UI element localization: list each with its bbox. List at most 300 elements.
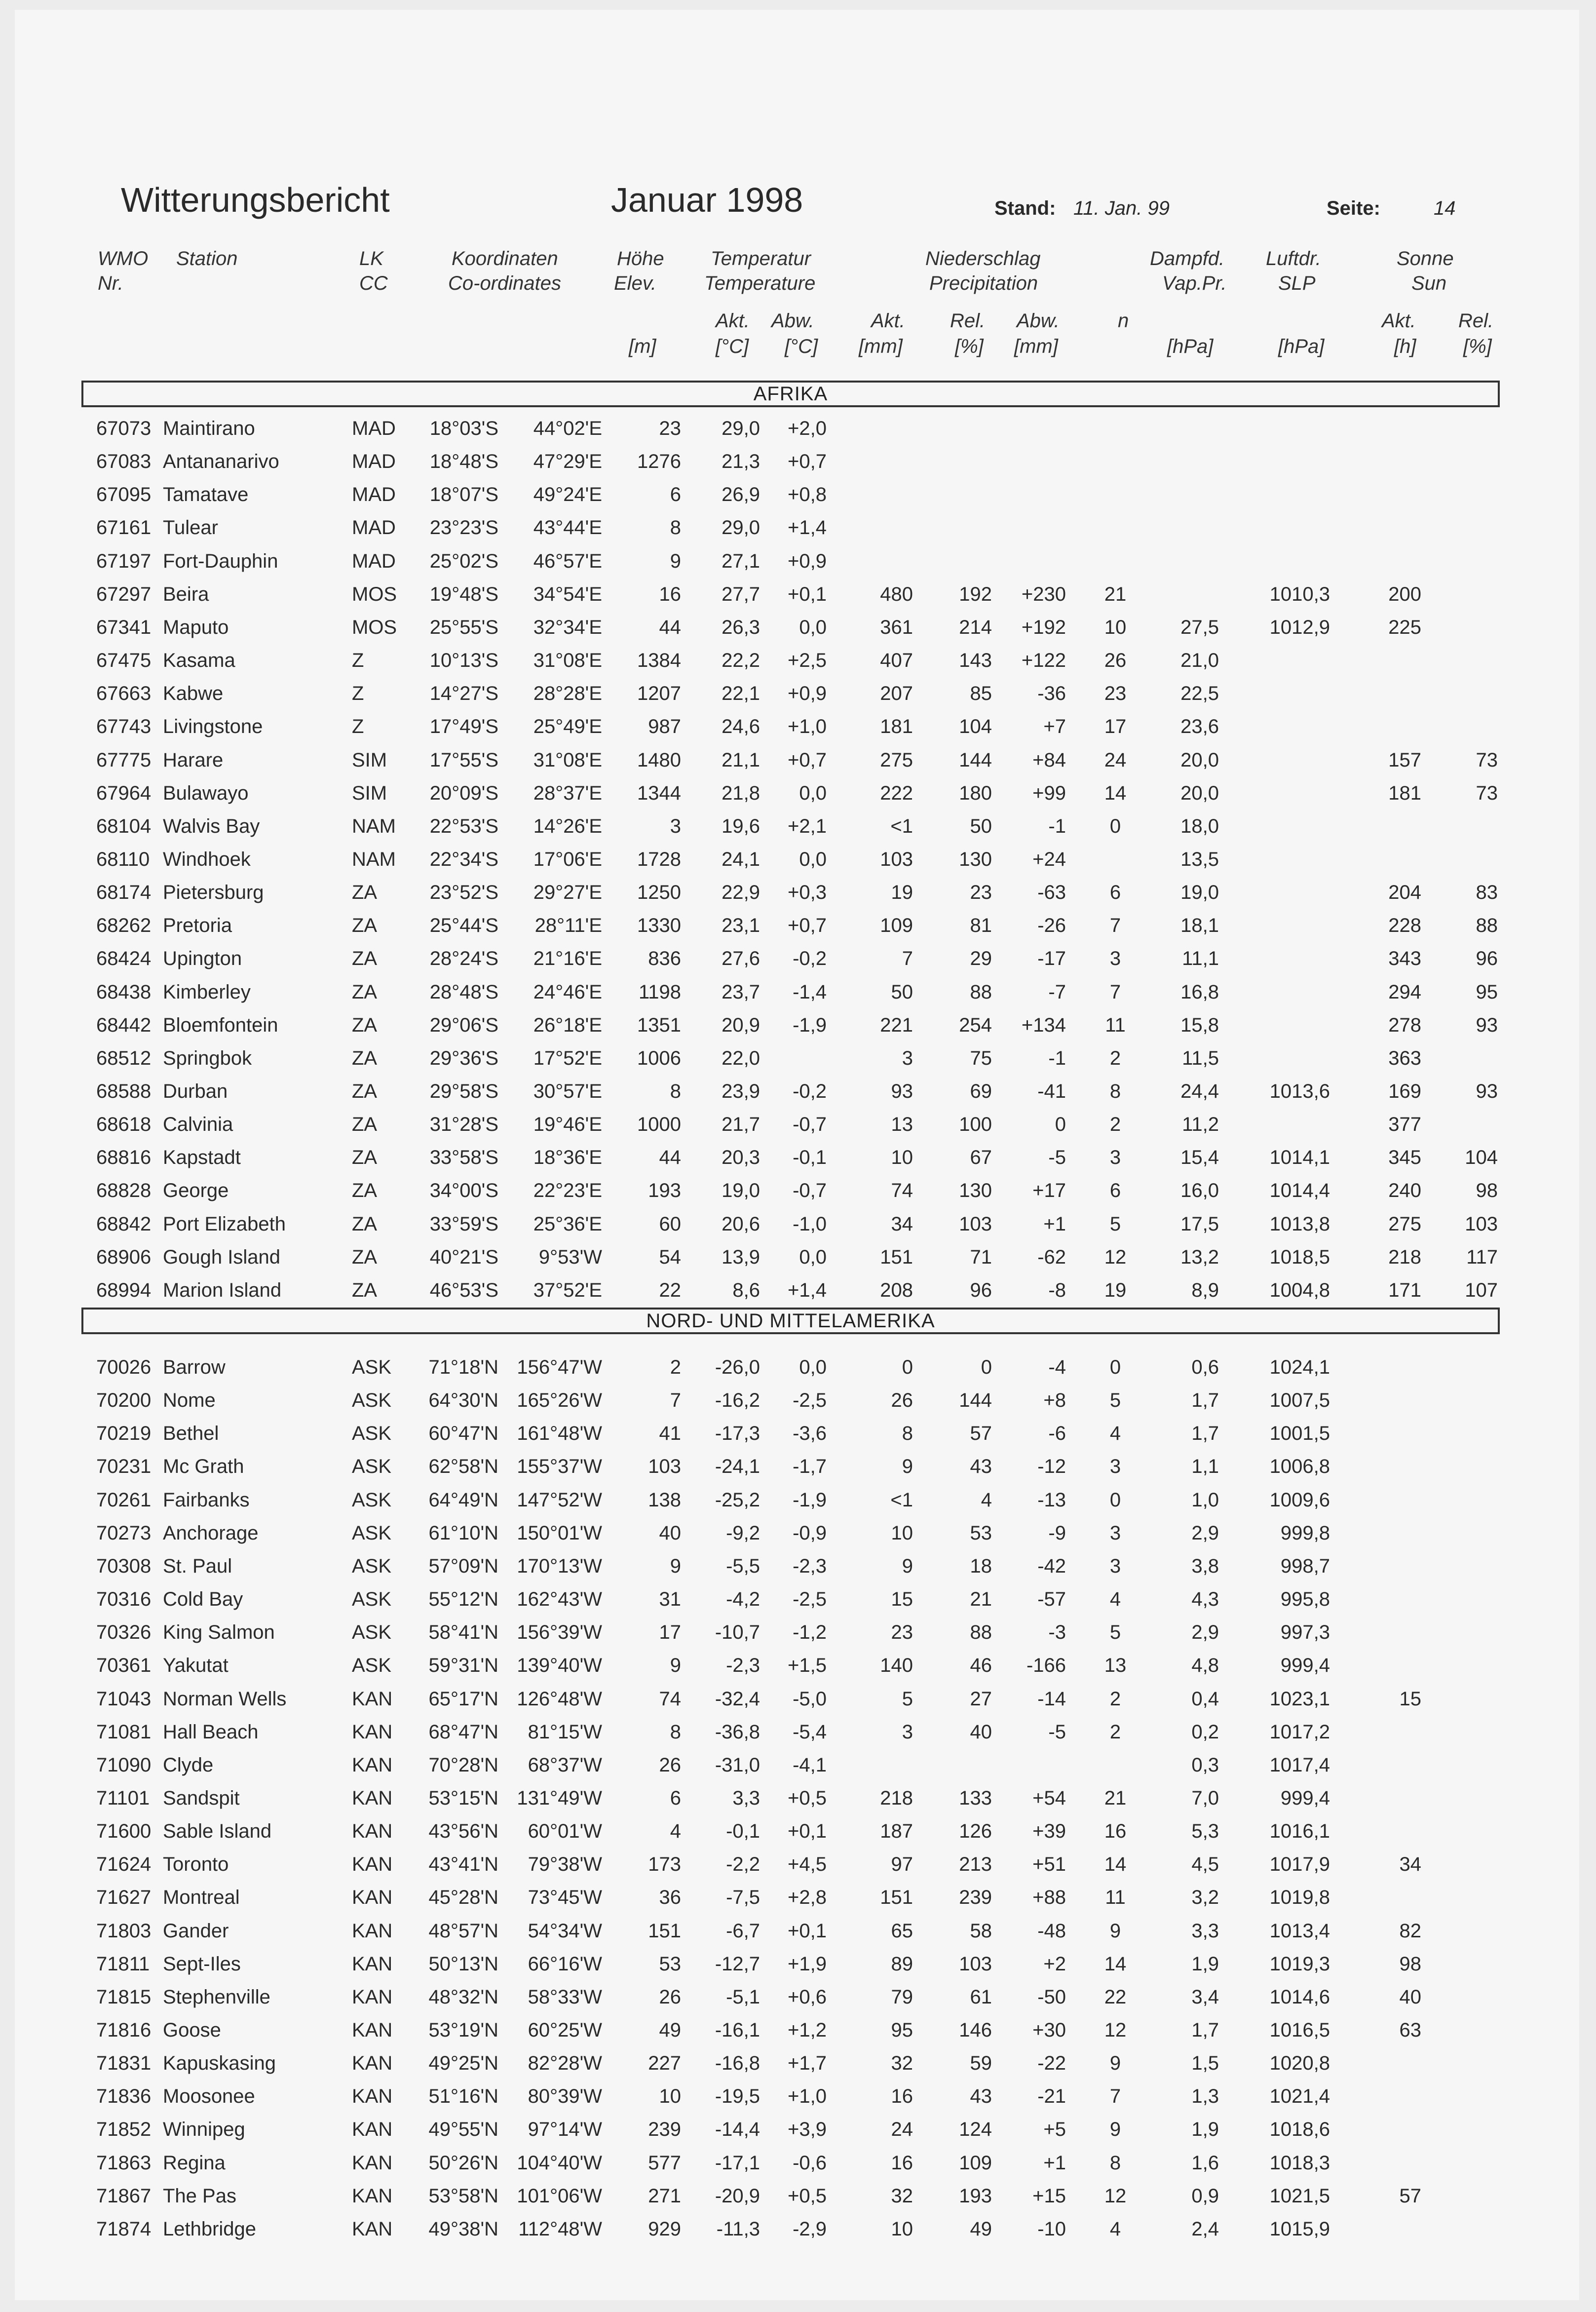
table-row: [0, 2213, 1596, 2246]
cell-temp-akt: -31,0: [715, 1754, 760, 1776]
cell-prec-abw: -1: [1048, 1047, 1066, 1069]
cell-country-code: ZA: [352, 1047, 378, 1069]
cell-longitude: 30°57'E: [533, 1080, 602, 1102]
cell-vapour-pressure: 21,0: [1180, 650, 1219, 672]
cell-prec-abw: -13: [1037, 1489, 1066, 1511]
col-sun-unit-rel: [%]: [1463, 336, 1492, 357]
cell-prec-days: 2: [1109, 1721, 1121, 1743]
cell-prec-abw: -5: [1048, 1721, 1066, 1743]
section-header: AFRIKA: [81, 381, 1500, 407]
cell-wmo-nr: 67095: [96, 484, 152, 506]
cell-prec-rel: 58: [970, 1920, 992, 1942]
cell-temp-akt: 23,7: [722, 981, 760, 1003]
cell-station-name: Stephenville: [163, 1986, 270, 2008]
cell-station-name: Hall Beach: [163, 1721, 259, 1743]
cell-prec-days: 5: [1109, 1621, 1121, 1644]
cell-temp-akt: -20,9: [715, 2185, 760, 2207]
cell-sea-level-pressure: 1001,5: [1269, 1423, 1330, 1445]
cell-latitude: 61°10'N: [428, 1522, 498, 1544]
cell-elevation: 1207: [637, 683, 681, 705]
cell-prec-days: 3: [1109, 1456, 1121, 1478]
cell-prec-abw: -21: [1037, 2085, 1066, 2108]
cell-temp-abw: 0,0: [799, 1356, 827, 1378]
cell-temp-abw: +0,5: [788, 2185, 827, 2207]
cell-station-name: Winnipeg: [163, 2119, 245, 2141]
cell-vapour-pressure: 11,2: [1182, 1114, 1219, 1136]
cell-prec-akt: 26: [891, 1389, 913, 1412]
table-row: [0, 1484, 1596, 1517]
cell-longitude: 162°43'W: [517, 1588, 602, 1611]
cell-temp-abw: +1,4: [788, 1279, 827, 1301]
col-temp-unit-akt: [°C]: [716, 336, 749, 357]
cell-sea-level-pressure: 999,4: [1280, 1655, 1330, 1677]
cell-sun-rel: 98: [1476, 1180, 1498, 1202]
table-row: [0, 1915, 1596, 1948]
cell-longitude: 161°48'W: [517, 1423, 602, 1445]
cell-prec-rel: 71: [970, 1246, 992, 1268]
cell-sea-level-pressure: 1023,1: [1269, 1688, 1330, 1710]
cell-prec-akt: 140: [880, 1655, 913, 1677]
cell-station-name: Tamatave: [163, 484, 249, 506]
cell-wmo-nr: 71101: [96, 1787, 150, 1809]
cell-temp-akt: -16,2: [715, 1389, 760, 1412]
cell-prec-akt: 65: [891, 1920, 913, 1942]
cell-vapour-pressure: 1,3: [1191, 2085, 1219, 2108]
cell-temp-abw: +2,1: [788, 815, 827, 837]
col-prec-unit-rel: [%]: [955, 336, 984, 357]
table-row: [0, 1815, 1596, 1848]
cell-elevation: 929: [648, 2218, 681, 2240]
cell-prec-akt: 3: [902, 1721, 913, 1743]
cell-elevation: 1330: [637, 915, 681, 937]
table-row: [0, 644, 1596, 677]
cell-sea-level-pressure: 1007,5: [1269, 1389, 1330, 1412]
col-lk: LK: [359, 248, 383, 270]
col-temp-akt: Akt.: [716, 310, 750, 332]
cell-prec-akt: 16: [891, 2085, 913, 2108]
cell-prec-akt: 151: [880, 1887, 913, 1909]
table-row: [0, 1649, 1596, 1682]
cell-temp-akt: -16,8: [715, 2052, 760, 2075]
cell-prec-akt: 32: [891, 2052, 913, 2075]
cell-station-name: Gough Island: [163, 1246, 280, 1268]
cell-prec-rel: 213: [959, 1853, 992, 1876]
table-row: [0, 744, 1596, 777]
table-row: [0, 810, 1596, 843]
table-row: [0, 445, 1596, 478]
cell-vapour-pressure: 0,2: [1191, 1721, 1219, 1743]
cell-prec-days: 5: [1109, 1389, 1121, 1412]
cell-wmo-nr: 68174: [96, 882, 152, 904]
cell-vapour-pressure: 3,2: [1191, 1887, 1219, 1909]
cell-prec-akt: 15: [891, 1588, 913, 1611]
cell-prec-days: 23: [1104, 683, 1127, 705]
cell-temp-akt: -2,2: [726, 1853, 760, 1876]
cell-latitude: 46°53'S: [429, 1279, 498, 1301]
cell-prec-days: 7: [1109, 981, 1121, 1003]
table-row: [0, 1948, 1596, 1981]
cell-wmo-nr: 67083: [96, 451, 152, 473]
cell-sea-level-pressure: 1018,6: [1269, 2119, 1330, 2141]
cell-prec-akt: 97: [891, 1853, 913, 1876]
cell-latitude: 49°55'N: [428, 2119, 498, 2141]
cell-elevation: 9: [670, 1655, 681, 1677]
cell-latitude: 25°02'S: [429, 550, 498, 572]
cell-prec-days: 4: [1109, 1423, 1121, 1445]
cell-prec-abw: +7: [1043, 716, 1066, 738]
cell-latitude: 33°59'S: [429, 1213, 498, 1235]
section-header: NORD- UND MITTELAMERIKA: [81, 1308, 1500, 1334]
cell-latitude: 25°44'S: [429, 915, 498, 937]
col-prec-rel: Rel.: [950, 310, 986, 332]
cell-prec-abw: -3: [1048, 1621, 1066, 1644]
cell-wmo-nr: 68816: [96, 1147, 152, 1169]
table-row: [0, 2014, 1596, 2047]
cell-longitude: 104°40'W: [517, 2152, 602, 2174]
cell-prec-rel: 21: [970, 1588, 992, 1611]
cell-temp-akt: 20,6: [722, 1213, 760, 1235]
cell-latitude: 33°58'S: [429, 1147, 498, 1169]
cell-longitude: 31°08'E: [533, 650, 602, 672]
cell-wmo-nr: 71867: [96, 2185, 152, 2207]
cell-sun-akt: 169: [1388, 1080, 1421, 1102]
cell-sun-akt: 278: [1388, 1014, 1421, 1036]
cell-elevation: 103: [648, 1456, 681, 1478]
cell-elevation: 17: [659, 1621, 681, 1644]
cell-elevation: 1276: [637, 451, 681, 473]
cell-wmo-nr: 68110: [96, 848, 150, 870]
cell-latitude: 23°52'S: [429, 882, 498, 904]
table-row: [0, 1042, 1596, 1075]
cell-latitude: 22°34'S: [429, 848, 498, 870]
cell-longitude: 60°01'W: [528, 1820, 602, 1843]
cell-vapour-pressure: 1,7: [1191, 1423, 1219, 1445]
cell-temp-akt: 22,9: [722, 882, 760, 904]
cell-country-code: ZA: [352, 1279, 378, 1301]
cell-prec-akt: 222: [880, 782, 913, 804]
cell-sea-level-pressure: 1004,8: [1269, 1279, 1330, 1301]
cell-longitude: 29°27'E: [533, 882, 602, 904]
cell-elevation: 138: [648, 1489, 681, 1511]
cell-prec-rel: 96: [970, 1279, 992, 1301]
table-row: [0, 2180, 1596, 2213]
cell-longitude: 19°46'E: [533, 1114, 602, 1136]
cell-latitude: 19°48'S: [429, 583, 498, 605]
cell-prec-days: 9: [1109, 1920, 1121, 1942]
cell-latitude: 49°25'N: [428, 2052, 498, 2075]
cell-wmo-nr: 71852: [96, 2119, 152, 2141]
cell-latitude: 53°58'N: [428, 2185, 498, 2207]
cell-prec-rel: 124: [959, 2119, 992, 2141]
table-row: [0, 1848, 1596, 1881]
cell-prec-days: 0: [1109, 1356, 1121, 1378]
cell-sun-rel: 103: [1465, 1213, 1498, 1235]
cell-temp-akt: -19,5: [715, 2085, 760, 2108]
cell-longitude: 60°25'W: [528, 2019, 602, 2041]
cell-country-code: KAN: [352, 1721, 393, 1743]
cell-temp-akt: 26,3: [722, 616, 760, 638]
cell-prec-days: 3: [1109, 1147, 1121, 1169]
table-row: [0, 876, 1596, 909]
cell-prec-akt: 3: [902, 1047, 913, 1069]
cell-elevation: 40: [659, 1522, 681, 1544]
cell-sea-level-pressure: 1015,9: [1269, 2218, 1330, 2240]
table-row: [0, 1208, 1596, 1241]
cell-country-code: ASK: [352, 1456, 392, 1478]
cell-latitude: 14°27'S: [429, 683, 498, 705]
cell-temp-akt: 8,6: [732, 1279, 760, 1301]
cell-prec-rel: 180: [959, 782, 992, 804]
cell-sun-rel: 73: [1476, 782, 1498, 804]
cell-longitude: 126°48'W: [517, 1688, 602, 1710]
table-row: [0, 1782, 1596, 1815]
cell-country-code: ZA: [352, 1080, 378, 1102]
cell-prec-days: 6: [1109, 1180, 1121, 1202]
cell-vapour-pressure: 2,4: [1191, 2218, 1219, 2240]
cell-temp-abw: -1,2: [793, 1621, 827, 1644]
table-row: [0, 942, 1596, 975]
cell-vapour-pressure: 1,7: [1191, 2019, 1219, 2041]
cell-latitude: 65°17'N: [428, 1688, 498, 1710]
cell-prec-abw: +99: [1032, 782, 1066, 804]
cell-elevation: 1000: [637, 1114, 681, 1136]
cell-country-code: KAN: [352, 1953, 393, 1975]
cell-station-name: Lethbridge: [163, 2218, 257, 2240]
cell-vapour-pressure: 17,5: [1180, 1213, 1219, 1235]
cell-temp-akt: 29,0: [722, 517, 760, 539]
cell-prec-rel: 88: [970, 981, 992, 1003]
cell-sun-akt: 82: [1399, 1920, 1421, 1942]
cell-longitude: 14°26'E: [533, 815, 602, 837]
cell-longitude: 49°24'E: [533, 484, 602, 506]
table-row: [0, 2080, 1596, 2113]
cell-station-name: Marion Island: [163, 1279, 282, 1301]
cell-elevation: 44: [659, 616, 681, 638]
cell-vapour-pressure: 16,0: [1180, 1180, 1219, 1202]
cell-elevation: 26: [659, 1986, 681, 2008]
cell-elevation: 1006: [637, 1047, 681, 1069]
cell-sun-akt: 15: [1399, 1688, 1421, 1710]
col-hoehe: Höhe: [617, 248, 664, 270]
cell-elevation: 31: [659, 1588, 681, 1611]
cell-longitude: 79°38'W: [528, 1853, 602, 1876]
cell-country-code: KAN: [352, 2052, 393, 2075]
cell-station-name: Kapuskasing: [163, 2052, 276, 2075]
cell-elevation: 36: [659, 1887, 681, 1909]
cell-wmo-nr: 70219: [96, 1423, 152, 1445]
cell-prec-rel: 59: [970, 2052, 992, 2075]
cell-prec-days: 5: [1109, 1213, 1121, 1235]
cell-vapour-pressure: 27,5: [1180, 616, 1219, 638]
cell-prec-abw: -7: [1048, 981, 1066, 1003]
cell-prec-akt: 7: [902, 948, 913, 970]
cell-vapour-pressure: 4,3: [1191, 1588, 1219, 1611]
cell-prec-rel: 53: [970, 1522, 992, 1544]
cell-prec-rel: 146: [959, 2019, 992, 2041]
col-sun-unit-akt: [h]: [1394, 336, 1416, 357]
cell-sun-akt: 200: [1388, 583, 1421, 605]
cell-temp-abw: +0,3: [788, 882, 827, 904]
cell-prec-akt: 93: [891, 1080, 913, 1102]
cell-longitude: 66°16'W: [528, 1953, 602, 1975]
cell-prec-abw: -17: [1037, 948, 1066, 970]
cell-latitude: 68°47'N: [428, 1721, 498, 1743]
cell-sea-level-pressure: 1010,3: [1269, 583, 1330, 605]
cell-prec-abw: +15: [1032, 2185, 1066, 2207]
cell-station-name: Toronto: [163, 1853, 229, 1876]
cell-temp-abw: -1,9: [793, 1489, 827, 1511]
cell-country-code: MAD: [352, 418, 396, 439]
cell-sun-akt: 98: [1399, 1953, 1421, 1975]
cell-temp-akt: 29,0: [722, 418, 760, 439]
cell-longitude: 17°52'E: [533, 1047, 602, 1069]
cell-elevation: 227: [648, 2052, 681, 2075]
cell-wmo-nr: 67775: [96, 749, 152, 771]
cell-longitude: 28°11'E: [534, 915, 602, 937]
cell-prec-abw: -42: [1037, 1555, 1066, 1577]
cell-prec-akt: 16: [891, 2152, 913, 2174]
cell-latitude: 48°57'N: [428, 1920, 498, 1942]
cell-wmo-nr: 70308: [96, 1555, 152, 1577]
cell-prec-akt: 0: [902, 1356, 913, 1378]
cell-prec-days: 24: [1104, 749, 1127, 771]
table-row: [0, 1241, 1596, 1274]
cell-wmo-nr: 71043: [96, 1688, 152, 1710]
cell-prec-rel: 254: [959, 1014, 992, 1036]
cell-country-code: ZA: [352, 1180, 378, 1202]
cell-prec-days: 7: [1109, 915, 1121, 937]
cell-vapour-pressure: 19,0: [1180, 882, 1219, 904]
cell-country-code: NAM: [352, 815, 396, 837]
cell-prec-akt: 5: [902, 1688, 913, 1710]
cell-latitude: 29°58'S: [429, 1080, 498, 1102]
cell-temp-abw: +2,8: [788, 1887, 827, 1909]
cell-station-name: Durban: [163, 1080, 228, 1102]
cell-wmo-nr: 71836: [96, 2085, 152, 2108]
cell-wmo-nr: 71600: [96, 1820, 152, 1843]
cell-elevation: 10: [659, 2085, 681, 2108]
cell-longitude: 47°29'E: [533, 451, 602, 473]
cell-elevation: 49: [659, 2019, 681, 2041]
cell-elevation: 987: [648, 716, 681, 738]
report-title: Witterungsbericht: [121, 181, 390, 219]
cell-vapour-pressure: 11,5: [1182, 1047, 1219, 1069]
cell-temp-abw: -1,7: [793, 1456, 827, 1478]
cell-country-code: ASK: [352, 1489, 392, 1511]
cell-temp-abw: +0,9: [788, 550, 827, 572]
cell-longitude: 21°16'E: [533, 948, 602, 970]
cell-longitude: 44°02'E: [533, 418, 602, 439]
cell-elevation: 836: [648, 948, 681, 970]
cell-temp-akt: -5,5: [726, 1555, 760, 1577]
cell-temp-akt: 3,3: [732, 1787, 760, 1809]
cell-temp-abw: +1,7: [788, 2052, 827, 2075]
cell-latitude: 50°26'N: [428, 2152, 498, 2174]
cell-prec-days: 12: [1104, 1246, 1127, 1268]
cell-longitude: 31°08'E: [533, 749, 602, 771]
cell-elevation: 6: [670, 484, 681, 506]
cell-temp-abw: -5,4: [793, 1721, 827, 1743]
cell-prec-akt: 9: [902, 1456, 913, 1478]
col-luftdruck: Luftdr.: [1266, 248, 1321, 270]
cell-vapour-pressure: 20,0: [1180, 749, 1219, 771]
cell-prec-days: 19: [1104, 1279, 1127, 1301]
cell-prec-days: 11: [1105, 1014, 1126, 1036]
col-slp: SLP: [1278, 272, 1316, 294]
cell-wmo-nr: 68618: [96, 1114, 152, 1136]
cell-elevation: 16: [659, 583, 681, 605]
cell-elevation: 1384: [637, 650, 681, 672]
cell-prec-days: 2: [1109, 1114, 1121, 1136]
cell-station-name: Springbok: [163, 1047, 252, 1069]
cell-prec-akt: 34: [891, 1213, 913, 1235]
cell-station-name: Kapstadt: [163, 1147, 241, 1169]
cell-vapour-pressure: 13,5: [1180, 848, 1219, 870]
cell-temp-abw: +0,7: [788, 451, 827, 473]
cell-sea-level-pressure: 1016,5: [1269, 2019, 1330, 2041]
cell-prec-abw: -50: [1037, 1986, 1066, 2008]
cell-sea-level-pressure: 1021,4: [1269, 2085, 1330, 2108]
cell-temp-akt: 20,3: [722, 1147, 760, 1169]
cell-longitude: 155°37'W: [517, 1456, 602, 1478]
cell-temp-abw: 0,0: [799, 1246, 827, 1268]
cell-vapour-pressure: 2,9: [1191, 1621, 1219, 1644]
cell-sun-rel: 93: [1476, 1080, 1498, 1102]
cell-wmo-nr: 71803: [96, 1920, 152, 1942]
cell-temp-abw: +0,1: [788, 1920, 827, 1942]
cell-prec-abw: -10: [1037, 2218, 1066, 2240]
cell-prec-rel: 130: [959, 848, 992, 870]
cell-station-name: St. Paul: [163, 1555, 232, 1577]
cell-temp-akt: -0,1: [726, 1820, 760, 1843]
cell-vapour-pressure: 24,4: [1180, 1080, 1219, 1102]
cell-country-code: Z: [352, 716, 364, 738]
cell-country-code: KAN: [352, 2152, 393, 2174]
cell-vapour-pressure: 15,8: [1180, 1014, 1219, 1036]
cell-prec-abw: +192: [1021, 616, 1066, 638]
cell-elevation: 41: [659, 1423, 681, 1445]
cell-prec-akt: 187: [880, 1820, 913, 1843]
cell-prec-rel: 144: [959, 749, 992, 771]
cell-temp-akt: 22,1: [722, 683, 760, 705]
cell-latitude: 57°09'N: [428, 1555, 498, 1577]
cell-wmo-nr: 71874: [96, 2218, 152, 2240]
cell-temp-abw: -3,6: [793, 1423, 827, 1445]
cell-temp-abw: +0,9: [788, 683, 827, 705]
cell-prec-days: 4: [1109, 1588, 1121, 1611]
table-row: [0, 412, 1596, 445]
cell-prec-rel: 100: [959, 1114, 992, 1136]
cell-prec-akt: 407: [880, 650, 913, 672]
cell-prec-rel: 81: [970, 915, 992, 937]
cell-temp-abw: -0,1: [793, 1147, 827, 1169]
cell-prec-abw: +134: [1021, 1014, 1066, 1036]
cell-vapour-pressure: 20,0: [1180, 782, 1219, 804]
cell-sun-akt: 275: [1388, 1213, 1421, 1235]
cell-temp-abw: +4,5: [788, 1853, 827, 1876]
cell-latitude: 29°36'S: [429, 1047, 498, 1069]
cell-prec-akt: 275: [880, 749, 913, 771]
cell-temp-akt: -7,5: [726, 1887, 760, 1909]
cell-prec-rel: 143: [959, 650, 992, 672]
cell-country-code: NAM: [352, 848, 396, 870]
table-row: [0, 1174, 1596, 1207]
cell-vapour-pressure: 1,5: [1191, 2052, 1219, 2075]
cell-prec-days: 3: [1109, 1522, 1121, 1544]
cell-country-code: KAN: [352, 1754, 393, 1776]
cell-temp-akt: 20,9: [722, 1014, 760, 1036]
cell-temp-abw: -0,7: [793, 1180, 827, 1202]
